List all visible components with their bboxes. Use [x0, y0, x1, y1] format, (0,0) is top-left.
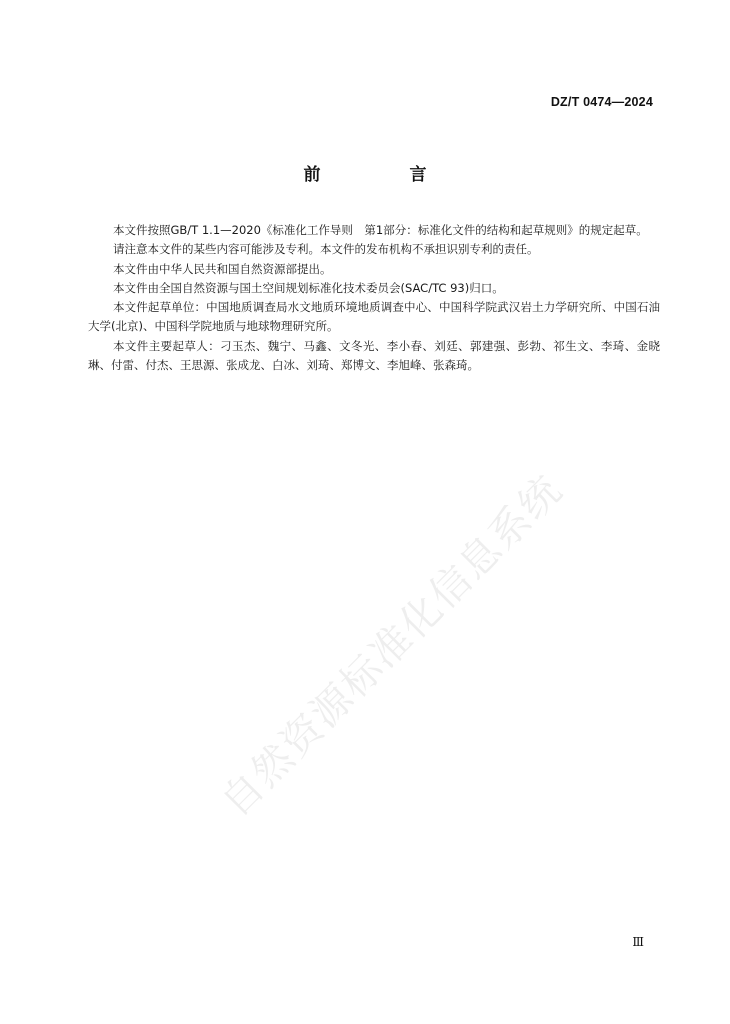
paragraph-patent-notice: 请注意本文件的某些内容可能涉及专利。本文件的发布机构不承担识别专利的责任。: [113, 242, 539, 257]
page-number: Ⅲ: [632, 935, 644, 949]
paragraph-drafting-units: 本文件起草单位：中国地质调查局水文地质环境地质调查中心、中国科学院武汉岩土力学研究所、中国石油大学(北京)、中国科学院地质与地球物理研究所。: [88, 300, 660, 334]
foreword-body: [88, 221, 660, 375]
paragraph-drafting-rules: 本文件按照GB/T 1.1—2020《标准化工作导则 第1部分：标准化文件的结构和起草规则》的规定起草。: [113, 223, 648, 237]
page-title: 前 言: [303, 165, 463, 185]
watermark: 自然资源标准化信息系统: [212, 466, 572, 826]
paragraph-proposer: 本文件由中华人民共和国自然资源部提出。: [113, 261, 332, 276]
standard-code: DZ/T 0474—2024: [550, 95, 653, 109]
paragraph-administrator: 本文件由全国自然资源与国土空间规划标准化技术委员会(SAC/TC 93)归口。: [113, 280, 504, 295]
paragraph-drafters: 本文件主要起草人：刁玉杰、魏宁、马鑫、文冬光、李小春、刘廷、郭建强、彭勃、祁生文、李琦、金晓琳、付雷、付杰、王思源、张成龙、白冰、刘琦、郑博文、李旭峰、张森琦。: [88, 338, 660, 373]
